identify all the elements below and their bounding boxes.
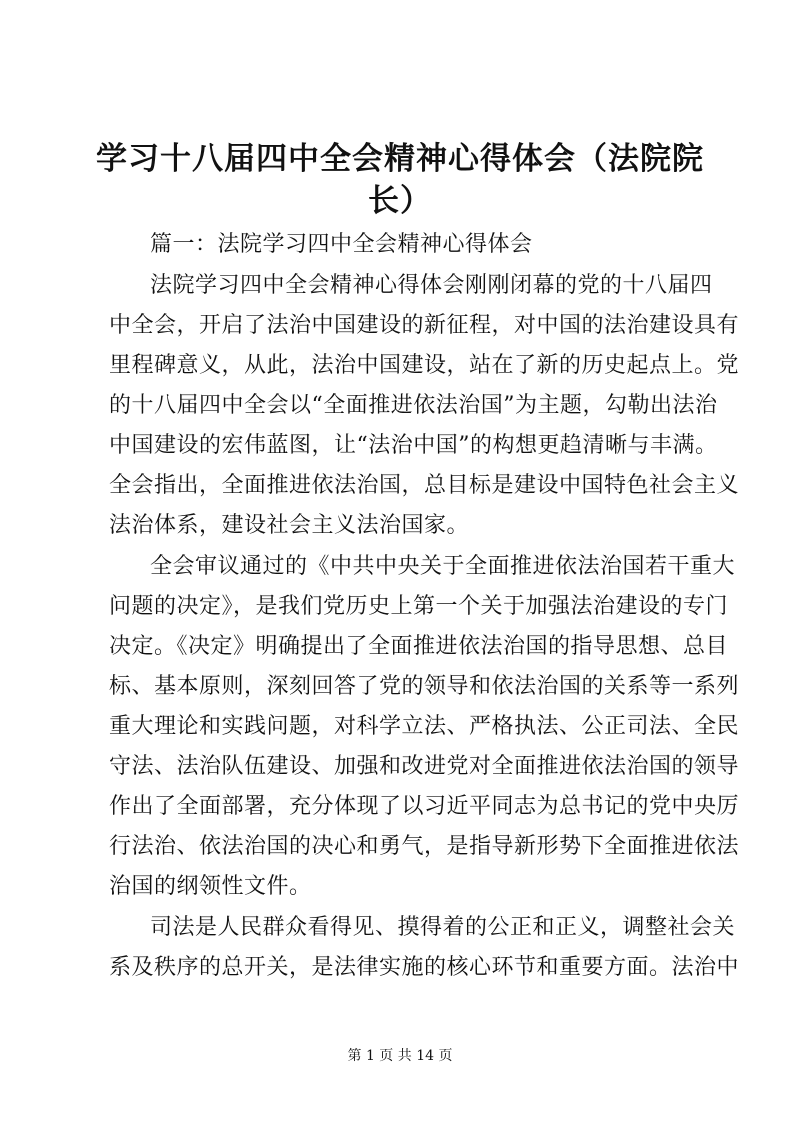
paragraph-line: 里程碑意义，从此，法治中国建设，站在了新的历史起点上。党 bbox=[109, 353, 740, 378]
paragraph-line: 法院学习四中全会精神心得体会刚刚闭幕的党的十八届四 bbox=[150, 273, 713, 298]
paragraph-line: 法治体系，建设社会主义法治国家。 bbox=[109, 513, 470, 538]
paragraph-line: 司法是人民群众看得见、摸得着的公正和正义，调整社会关 bbox=[150, 915, 736, 940]
section-heading: 篇一：法院学习四中全会精神心得体会 bbox=[150, 232, 533, 257]
paragraph-line: 作出了全面部署，充分体现了以习近平同志为总书记的党中央厉 bbox=[109, 794, 740, 819]
paragraph-line: 中国建设的宏伟蓝图，让“法治中国”的构想更趋清晰与丰满。 bbox=[109, 433, 718, 458]
paragraph-line: 全会指出，全面推进依法治国，总目标是建设中国特色社会主义 bbox=[109, 473, 740, 498]
paragraph-line: 全会审议通过的《中共中央关于全面推进依法治国若干重大 bbox=[150, 554, 736, 579]
paragraph-line: 中全会，开启了法治中国建设的新征程，对中国的法治建设具有 bbox=[109, 313, 740, 338]
document-title-line-1: 学习十八届四中全会精神心得体会（法院院 bbox=[96, 141, 704, 177]
paragraph-line: 重大理论和实践问题，对科学立法、严格执法、公正司法、全民 bbox=[109, 714, 740, 739]
page-number-footer: 第 1 页 共 14 页 bbox=[347, 1048, 453, 1064]
paragraph-line: 治国的纲领性文件。 bbox=[109, 874, 312, 899]
paragraph-line: 问题的决定》，是我们党历史上第一个关于加强法治建设的专门 bbox=[109, 594, 729, 619]
paragraph-line: 决定。《决定》明确提出了全面推进依法治国的指导思想、总目 bbox=[109, 634, 729, 659]
paragraph-line: 行法治、依法治国的决心和勇气，是指导新形势下全面推进依法 bbox=[109, 834, 740, 859]
paragraph-line: 守法、法治队伍建设、加强和改进党对全面推进依法治国的领导 bbox=[109, 754, 740, 779]
document-title-line-2: 长） bbox=[368, 183, 432, 219]
paragraph-line: 系及秩序的总开关，是法律实施的核心环节和重要方面。法治中 bbox=[109, 955, 740, 980]
paragraph-line: 的十八届四中全会以“全面推进依法治国”为主题，勾勒出法治 bbox=[109, 393, 718, 418]
paragraph-line: 标、基本原则，深刻回答了党的领导和依法治国的关系等一系列 bbox=[109, 674, 740, 699]
